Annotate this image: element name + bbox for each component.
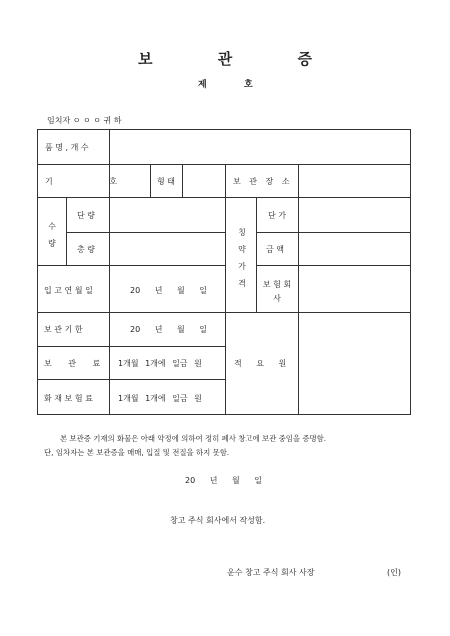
label-storage-period: 보 관 기 한 [44,325,83,334]
label-item-name: 품 명 , 개 수 [45,143,89,152]
label-fire-insurance-fee: 화 재 보 험 료 [44,394,93,403]
number-suffix: 호 [244,80,253,90]
recipient: 임치자 ㅇ ㅇ ㅇ 귀 하 [47,116,122,125]
document-title: 보 관 증 [138,50,342,68]
prepared-note: 창고 주식 회사에서 작성함. [170,516,266,525]
storage-fee-value: 1개월 1개에 일금 원 [118,359,202,368]
number-prefix: 제 [198,80,207,90]
label-type: 형 태 [157,177,175,186]
issue-date: 20 년 월 일 [185,476,262,485]
label-storage-place: 보 관 장 소 [233,177,293,186]
label-code: 기 호 [45,177,124,186]
label-quantity: 수 량 [48,222,56,248]
seal-mark: (인) [387,568,401,577]
deposit-date-value: 20 년 월 일 [130,286,207,295]
storage-period-value: 20 년 월 일 [130,325,207,334]
label-unit-price: 단 가 [268,211,286,220]
certification-line-2: 단, 임차자는 본 보관증을 매매, 입질 및 전질을 하지 못함. [44,448,230,457]
label-remarks: 적 요 원 [234,359,287,368]
label-insurance-company: 보 험 회 사 [262,280,292,303]
certification-line-1: 본 보관증 기재의 화물은 아래 약정에 의하여 정히 폐사 창고에 보관 중임을 증명함. [60,434,327,443]
label-contract-price: 칭 약 가 격 [238,228,246,288]
company-president: 운수 창고 주식 회사 사장 [227,568,315,577]
fire-insurance-fee-value: 1개월 1개에 일금 원 [118,394,202,403]
label-total-amount: 총 량 [77,245,95,254]
label-deposit-date: 입 고 연 월 일 [44,286,93,295]
label-unit-amount: 단 량 [77,211,95,220]
label-amount: 금 액 [266,245,284,254]
label-storage-fee: 보 관 료 [44,359,101,368]
